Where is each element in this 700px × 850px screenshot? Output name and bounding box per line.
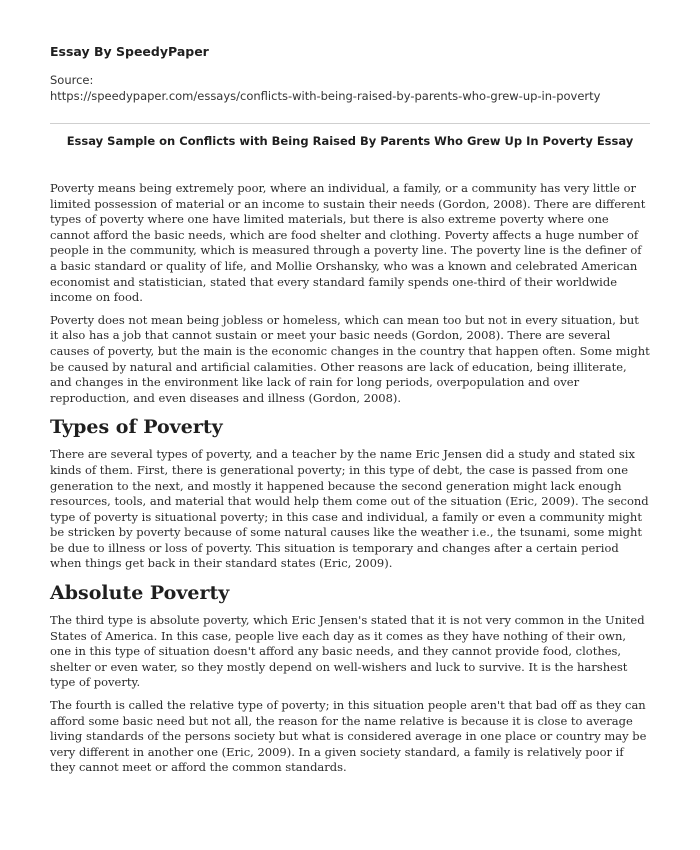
essay-title: Essay Sample on Conflicts with Being Raised By Parents Who Grew Up In Poverty Essay: [66, 134, 634, 148]
paragraph-relative-poverty: The fourth is called the relative type of poverty; in this situation people aren't that bad off as they can afford some basic need but not all, the reason for the name relative is because it is close to average living standards of the persons society but what is considered average in one place or country may be very different in another one (Eric, 2009). In a given society standard, a family is relatively poor if they cannot meet or afford the common standards.: [50, 698, 647, 775]
document-brand: Essay By SpeedyPaper: [50, 44, 209, 59]
source-url: https://speedypaper.com/essays/conflicts-with-being-raised-by-parents-who-grew-up-in-poverty: [50, 89, 601, 103]
source-label: Source:: [50, 73, 94, 87]
heading-types-of-poverty: Types of Poverty: [50, 416, 223, 439]
paragraph-absolute-poverty: The third type is absolute poverty, which Eric Jensen's stated that it is not very common in the United States of America. In this case, people live each day as it comes as they have nothing of their own, one in this type of situation doesn't afford any basic needs, and they cannot provide food, clothes, shelter or even water, so they mostly depend on well-wishers and luck to survive. It is the harshest type of poverty.: [50, 613, 645, 690]
paragraph-poverty-causes: Poverty does not mean being jobless or homeless, which can mean too but not in every situation, but it also has a job that cannot sustain or meet your basic needs (Gordon, 2008). There are several causes of poverty, but the main is the economic changes in the country that happen often. Some might be caused by natural and artificial calamities. Other reasons are lack of education, being illiterate, and changes in the environment like lack of rain for long periods, overpopulation and over reproduction, and even diseases and illness (Gordon, 2008).: [50, 312, 650, 405]
header-divider: [50, 123, 650, 124]
heading-absolute-poverty: Absolute Poverty: [50, 582, 230, 605]
paragraph-types-of-poverty: There are several types of poverty, and a teacher by the name Eric Jensen did a study and stated six kinds of them. First, there is generational poverty; in this type of debt, the case is passed from one generation to the next, and mostly it happened because the second generation might lack enough resources, tools, and material that would help them come out of the situation (Eric, 2009). The second type of poverty is situational poverty; in this case and individual, a family or even a community might be stricken by poverty because of some natural causes like the weather i.e., the tsunami, some might be due to illness or loss of poverty. This situation is temporary and changes after a certain period when things get back in their standard states (Eric, 2009).: [50, 447, 649, 571]
paragraph-poverty-definition: Poverty means being extremely poor, where an individual, a family, or a community has very little or limited possession of material or an income to sustain their needs (Gordon, 2008). There are different types of poverty where one have limited materials, but there is also extreme poverty where one cannot afford the basic needs, which are food shelter and clothing. Poverty affects a huge number of people in the community, which is measured through a poverty line. The poverty line is the definer of a basic standard or quality of life, and Mollie Orshansky, who was a known and celebrated American economist and statistician, stated that every standard family spends one-third of their worldwide income on food.: [50, 181, 646, 305]
essay-body: [50, 181, 650, 783]
